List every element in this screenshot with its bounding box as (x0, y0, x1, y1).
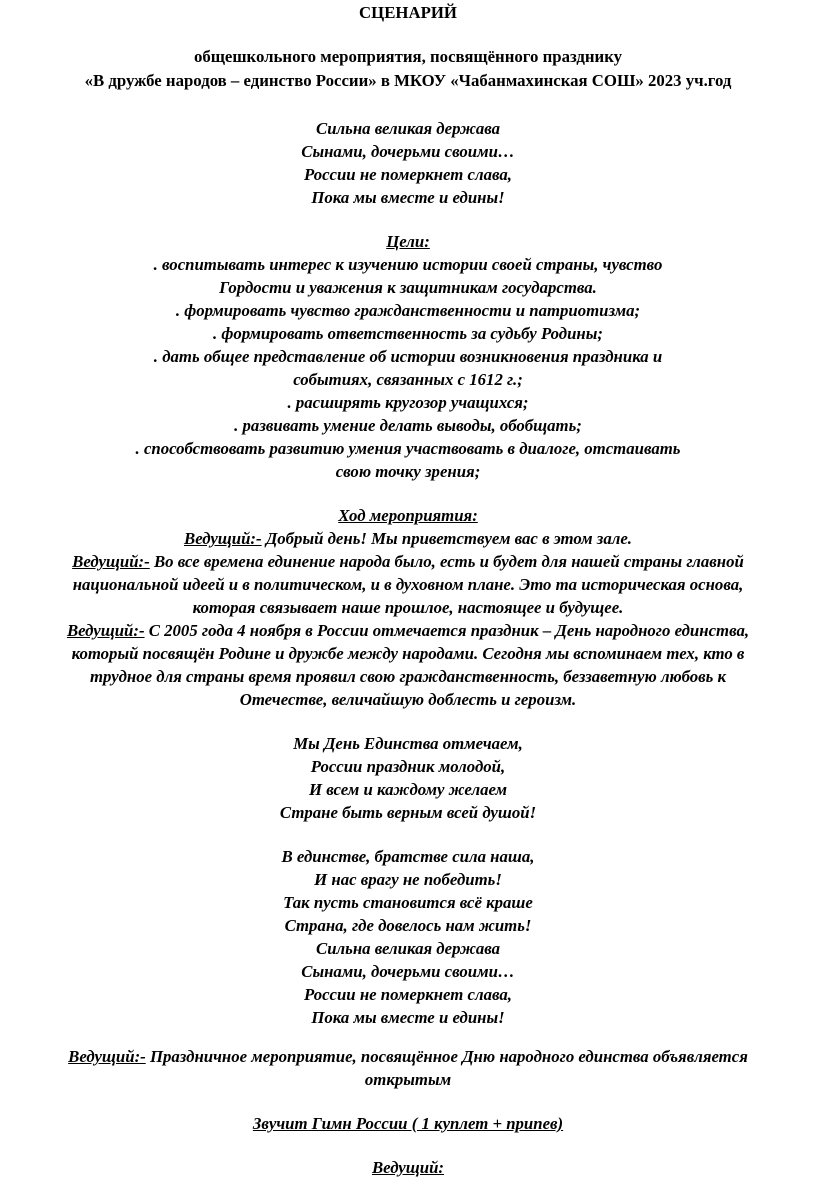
goal-line: . развивать умение делать выводы, обобщать; (234, 416, 582, 435)
epigraph-line: Сильна великая держава (316, 119, 500, 138)
subtitle-line-2: «В дружбе народов – единство России» в МКОУ «Чабанмахинская СОШ» 2023 уч.год (84, 71, 732, 90)
speech-line: трудное для страны время проявил свою гражданственность, беззаветную любовь к (89, 667, 726, 686)
speaker-label: Ведущий:- (66, 621, 145, 640)
poem-line: В единстве, братстве сила наша, (281, 847, 535, 866)
goals-heading: Цели: (386, 232, 430, 251)
speech-line: которая связывает наше прошлое, настоящее и будущее. (192, 598, 624, 617)
speaker-label: Ведущий:- (184, 529, 262, 548)
poem-line: И нас врагу не победить! (314, 870, 502, 889)
poem-line: России не померкнет слава, (304, 985, 512, 1004)
goal-line: . расширять кругозор учащихся; (287, 393, 529, 412)
speech-text: Во все времена единение народа было, есть и будет для нашей страны главной (149, 552, 744, 571)
speech-line (0, 620, 816, 642)
anthem-note: Звучит Гимн России ( 1 куплет + припев) (252, 1114, 564, 1133)
speech-line: открытым (364, 1070, 452, 1089)
goal-line: свою точку зрения; (335, 462, 481, 481)
speech-line: Отечестве, величайшую доблесть и героизм. (239, 690, 577, 709)
goal-line: . формировать ответственность за судьбу Родины; (213, 324, 603, 343)
speech-text: Праздничное мероприятие, посвящённое Дню народного единства объявляется (145, 1047, 748, 1066)
epigraph-line: Сынами, дочерьми своими… (301, 142, 515, 161)
poem-line: Страна, где довелось нам жить! (284, 916, 532, 935)
course-heading: Ход мероприятия: (338, 506, 478, 525)
speech-text: Добрый день! Мы приветствуем вас в этом зале. (261, 529, 632, 548)
goal-line: . способствовать развитию умения участвовать в диалоге, отстаивать (135, 439, 681, 458)
speech-1 (0, 528, 816, 550)
poem-line: Так пусть становится всё краше (283, 893, 533, 912)
goal-line: . формировать чувство гражданственности и патриотизма; (175, 301, 641, 320)
final-speaker-label: Ведущий: (371, 1158, 444, 1177)
subtitle-line-1: общешкольного мероприятия, посвящённого празднику (193, 47, 623, 66)
speech-line (0, 551, 816, 573)
poem-line: России праздник молодой, (310, 757, 506, 776)
document-title: СЦЕНАРИЙ (359, 3, 457, 22)
poem-line: И всем и каждому желаем (309, 780, 507, 799)
goal-line: . дать общее представление об истории возникновения праздника и (153, 347, 663, 366)
speech-text: С 2005 года 4 ноября в России отмечается праздник – День народного единства, (144, 621, 750, 640)
goal-line: . воспитывать интерес к изучению истории своей страны, чувство (153, 255, 663, 274)
poem-line: Мы День Единства отмечаем, (293, 734, 523, 753)
speaker-label: Ведущий:- (72, 552, 150, 571)
speech-line: национальной идеей и в политическом, и в духовном плане. Это та историческая основа, (72, 575, 744, 594)
epigraph-line: России не померкнет слава, (304, 165, 512, 184)
goal-line: событиях, связанных с 1612 г.; (293, 370, 523, 389)
epigraph-line: Пока мы вместе и едины! (311, 188, 505, 207)
goal-line: Гордости и уважения к защитникам государства. (219, 278, 597, 297)
speech-line: который посвящён Родине и дружбе между народами. Сегодня мы вспоминаем тех, кто в (71, 644, 745, 663)
speech-line (0, 1046, 816, 1068)
poem-line: Стране быть верным всей душой! (279, 803, 537, 822)
speaker-label: Ведущий:- (68, 1047, 146, 1066)
poem-line: Сильна великая держава (316, 939, 500, 958)
poem-line: Пока мы вместе и едины! (311, 1008, 505, 1027)
poem-line: Сынами, дочерьми своими… (301, 962, 515, 981)
